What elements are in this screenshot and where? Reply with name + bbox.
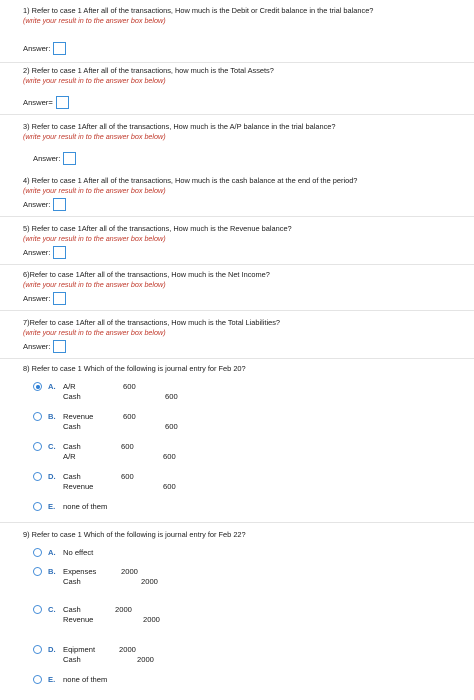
answer-row: [23, 292, 66, 305]
answer-input[interactable]: [56, 96, 69, 109]
answer-row: [23, 42, 66, 55]
answer-label: Answer:: [23, 248, 51, 257]
question-8: [23, 364, 470, 511]
answer-label: Answer=: [23, 98, 53, 107]
option-a[interactable]: [33, 548, 233, 560]
answer-row: [23, 246, 66, 259]
hint-text: (write your result in to the answer box below): [23, 16, 166, 25]
radio-button[interactable]: [33, 645, 42, 654]
radio-button[interactable]: [33, 605, 42, 614]
option-letter: E.: [48, 502, 56, 511]
option-letter: C.: [48, 605, 56, 614]
answer-row: [23, 340, 66, 353]
divider: [0, 264, 474, 265]
answer-label: Answer:: [23, 342, 51, 351]
credit-account: Cash: [63, 655, 81, 664]
answer-input[interactable]: [53, 292, 66, 305]
question-5: [23, 224, 470, 257]
question-text: 8) Refer to case 1 Which of the following is journal entry for Feb 20?: [23, 364, 246, 373]
debit-amount: 2000: [119, 645, 136, 654]
option-b[interactable]: [33, 567, 233, 589]
question-2: [23, 66, 470, 107]
divider: [0, 62, 474, 63]
question-3: [23, 122, 470, 163]
hint-text: (write your result in to the answer box below): [23, 76, 166, 85]
credit-amount: 600: [165, 392, 178, 401]
question-6: [23, 270, 470, 303]
credit-amount: 2000: [137, 655, 154, 664]
option-letter: D.: [48, 645, 56, 654]
option-letter: B.: [48, 567, 56, 576]
radio-button[interactable]: [33, 548, 42, 557]
credit-account: A/R: [63, 452, 76, 461]
answer-label: Answer:: [23, 44, 51, 53]
option-letter: D.: [48, 472, 56, 481]
option-a[interactable]: [33, 382, 233, 404]
debit-account: A/R: [63, 382, 76, 391]
question-text: 9) Refer to case 1 Which of the following is journal entry for Feb 22?: [23, 530, 246, 539]
debit-amount: 600: [121, 442, 134, 451]
question-text: 2) Refer to case 1 After all of the transactions, how much is the Total Assets?: [23, 66, 274, 75]
credit-account: Cash: [63, 422, 81, 431]
radio-button[interactable]: [33, 472, 42, 481]
answer-label: Answer:: [23, 200, 51, 209]
debit-account: Cash: [63, 472, 81, 481]
debit-account: Cash: [63, 605, 81, 614]
option-d[interactable]: [33, 645, 233, 667]
answer-input[interactable]: [53, 42, 66, 55]
option-text: none of them: [63, 675, 108, 684]
credit-account: Revenue: [63, 615, 94, 624]
option-letter: A.: [48, 548, 56, 557]
question-9: [23, 530, 470, 684]
hint-text: (write your result in to the answer box below): [23, 328, 166, 337]
radio-button[interactable]: [33, 412, 42, 421]
answer-row: [23, 198, 66, 211]
option-letter: A.: [48, 382, 56, 391]
hint-text: (write your result in to the answer box below): [23, 280, 166, 289]
debit-account: Cash: [63, 442, 81, 451]
hint-text: (write your result in to the answer box below): [23, 132, 166, 141]
radio-button[interactable]: [33, 502, 42, 511]
credit-amount: 600: [165, 422, 178, 431]
debit-account: Revenue: [63, 412, 94, 421]
option-text: No effect: [63, 548, 94, 557]
question-text: 3) Refer to case 1After all of the transactions, How much is the A/P balance in the trial balance?: [23, 122, 336, 131]
credit-account: Cash: [63, 577, 81, 586]
credit-account: Cash: [63, 392, 81, 401]
divider: [0, 114, 474, 115]
credit-amount: 600: [163, 482, 176, 491]
answer-input[interactable]: [53, 198, 66, 211]
option-letter: E.: [48, 675, 56, 684]
question-7: [23, 318, 470, 351]
answer-row: [23, 96, 69, 109]
credit-amount: 600: [163, 452, 176, 461]
answer-input[interactable]: [53, 246, 66, 259]
debit-amount: 600: [123, 382, 136, 391]
debit-amount: 2000: [115, 605, 132, 614]
option-c[interactable]: [33, 605, 233, 627]
option-letter: C.: [48, 442, 56, 451]
hint-text: (write your result in to the answer box below): [23, 234, 166, 243]
option-e[interactable]: [33, 502, 233, 514]
credit-amount: 2000: [143, 615, 160, 624]
option-letter: B.: [48, 412, 56, 421]
radio-button-selected[interactable]: [33, 382, 42, 391]
debit-account: Expenses: [63, 567, 97, 576]
answer-input[interactable]: [63, 152, 76, 165]
answer-label: Answer:: [23, 294, 51, 303]
option-text: none of them: [63, 502, 108, 511]
debit-amount: 2000: [121, 567, 138, 576]
question-1: [23, 6, 470, 53]
hint-text: (write your result in to the answer box below): [23, 186, 166, 195]
option-b[interactable]: [33, 412, 233, 434]
answer-label: Answer:: [33, 154, 61, 163]
radio-button[interactable]: [33, 442, 42, 451]
option-c[interactable]: [33, 442, 233, 464]
option-d[interactable]: [33, 472, 233, 494]
question-4: [23, 176, 470, 209]
debit-amount: 600: [121, 472, 134, 481]
debit-amount: 600: [123, 412, 136, 421]
question-text: 5) Refer to case 1After all of the transactions, How much is the Revenue balance?: [23, 224, 292, 233]
question-text: 6)Refer to case 1After all of the transactions, How much is the Net Income?: [23, 270, 270, 279]
credit-account: Revenue: [63, 482, 94, 491]
divider: [0, 310, 474, 311]
divider: [0, 358, 474, 359]
divider: [0, 216, 474, 217]
radio-button[interactable]: [33, 675, 42, 684]
question-text: 4) Refer to case 1 After all of the transactions, How much is the cash balance at the end of the period?: [23, 176, 358, 185]
question-text: 1) Refer to case 1 After all of the transactions, How much is the Debit or Credit balance in the trial balance?: [23, 6, 374, 15]
debit-account: Eqipment: [63, 645, 96, 654]
divider: [0, 522, 474, 523]
credit-amount: 2000: [141, 577, 158, 586]
radio-button[interactable]: [33, 567, 42, 576]
answer-row: [33, 152, 76, 165]
answer-input[interactable]: [53, 340, 66, 353]
question-text: 7)Refer to case 1After all of the transactions, How much is the Total Liabilities?: [23, 318, 281, 327]
option-e[interactable]: [33, 675, 233, 687]
